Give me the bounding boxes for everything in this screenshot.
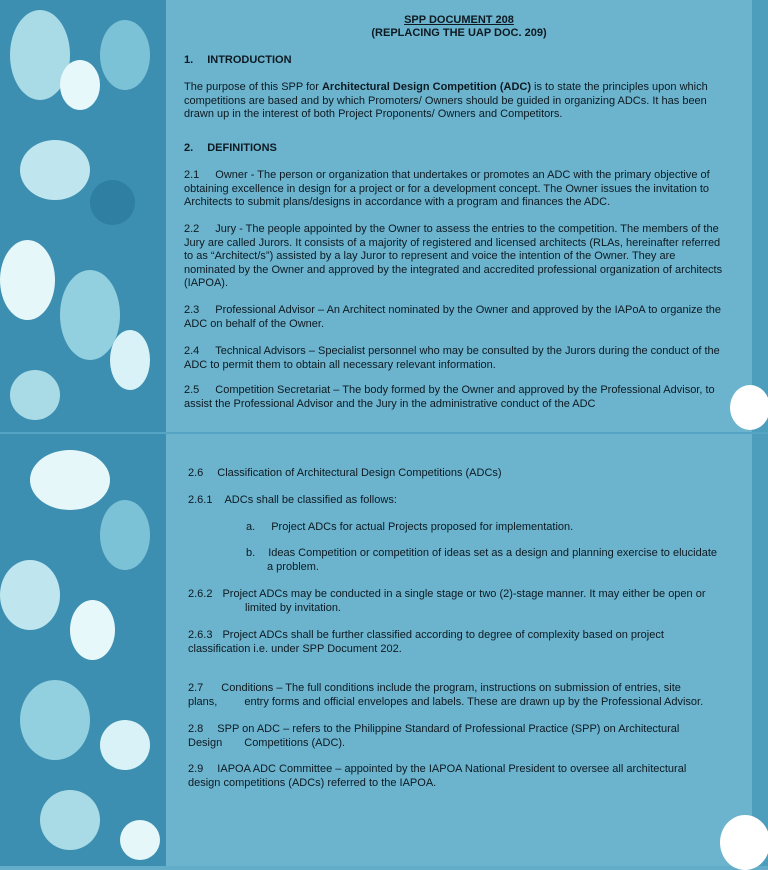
document-title: SPP DOCUMENT 208 (404, 14, 514, 26)
definition-text: Competition Secretariat – The body formed by the Owner and approved by the Professional Advisor, to assist the Professional Advisor and the Jury in the administrative conduct of the ADC (184, 384, 715, 410)
list-item-b (246, 547, 717, 574)
decorative-splash (730, 385, 768, 430)
clause-2-6-1 (188, 494, 397, 508)
intro-text: The purpose of this SPP for (184, 81, 322, 93)
document-subtitle: (REPLACING THE UAP DOC. 209) (371, 27, 547, 39)
section-title: DEFINITIONS (207, 142, 277, 154)
definition-number: 2.2 (184, 223, 200, 235)
clause-text: Project ADCs shall be further classified according to degree of complexity based on project (222, 629, 664, 641)
clause-text: Project ADCs may be conducted in a single stage or two (2)-stage manner. It may either be open or (222, 588, 706, 600)
clause-text: SPP on ADC – refers to the Philippine Standard of Professional Practice (SPP) on Architectural (217, 723, 680, 735)
definition-text: Professional Advisor – An Architect nominated by the Owner and approved by the IAPoA to organize the ADC on behalf of the Owner. (184, 304, 721, 330)
clause-text-cont: limited by invitation. (245, 601, 341, 614)
clause-text-cont: Competitions (ADC). (244, 736, 346, 749)
clause-text: ADCs shall be classified as follows: (224, 494, 397, 506)
clause-2-9 (188, 763, 686, 790)
definition-number: 2.5 (184, 384, 200, 396)
list-marker: b. (246, 547, 256, 559)
clause-text-cont: plans, (188, 695, 218, 708)
intro-text-cont: is to state the principles upon which competitions are based and by which Promoters/ Owners should be guided in organizing ADCs. It has been drawn up in the interest of both Project Proponents/ Owners and Competitors. (184, 81, 708, 120)
definition-number: 2.3 (184, 304, 200, 316)
definition-professional-advisor (184, 304, 729, 331)
clause-text-cont: entry forms and official envelopes and labels. These are drawn up by the Professional Advisor. (244, 695, 704, 708)
definition-technical-advisors (184, 345, 729, 372)
page-break-divider (0, 432, 768, 434)
list-item-text-cont: a problem. (267, 560, 319, 573)
definition-number: 2.4 (184, 345, 200, 357)
list-marker: a. (246, 521, 256, 533)
list-item-text: Project ADCs for actual Projects proposed for implementation. (271, 521, 574, 533)
clause-text: Conditions – The full conditions include the program, instructions on submission of entries, site (221, 682, 681, 694)
list-item-text: Ideas Competition or competition of ideas set as a design and planning exercise to elucidate (268, 547, 718, 559)
decorative-splash (720, 815, 768, 870)
intro-paragraph (184, 81, 729, 122)
clause-2-8 (188, 723, 679, 750)
definition-competition-secretariat (184, 384, 729, 411)
clause-number: 2.6.2 (188, 588, 213, 600)
definition-owner (184, 169, 729, 210)
definition-text: Technical Advisors – Specialist personnel who may be consulted by the Jurors during the conduct of the ADC to permit them to obtain all necessary relevant information. (184, 345, 720, 371)
intro-bold-term: Architectural Design Competition (ADC) (321, 81, 531, 93)
section-number: 2. (184, 142, 194, 154)
clause-number: 2.9 (188, 763, 204, 775)
clause-text: IAPOA ADC Committee – appointed by the IAPOA National President to oversee all architectural (217, 763, 687, 775)
clause-2-6 (188, 467, 502, 481)
section-heading-definitions (184, 142, 277, 156)
clause-number: 2.6 (188, 467, 204, 479)
definition-jury (184, 223, 729, 291)
clause-text: Classification of Architectural Design Competitions (ADCs) (217, 467, 502, 479)
clause-2-6-2 (188, 588, 706, 615)
clause-number: 2.6.3 (188, 629, 213, 641)
definition-text: Owner - The person or organization that undertakes or promotes an ADC with the primary objective of obtaining excellence in design for a project or for a development concept. The Owner issues the invitation to Architects to submit plans/designs in accordance with a program and finances the ADC. (184, 169, 710, 208)
clause-text-cont: design competitions (ADCs) referred to the IAPOA. (188, 776, 437, 789)
list-item-a (246, 521, 573, 535)
clause-number: 2.8 (188, 723, 204, 735)
clause-text-cont: Design (188, 736, 223, 749)
clause-2-7 (188, 682, 703, 709)
clause-number: 2.6.1 (188, 494, 213, 506)
section-heading-introduction (184, 54, 292, 68)
definition-text: Jury - The people appointed by the Owner to assess the entries to the competition. The members of the Jury are called Jurors. It consists of a majority of registered and licensed architects (RLAs, hereinafter referred to as “Architect/s”) assisted by a lay Juror to represent and voice the intention of the Owner. They are nominated by the Owner and approved by the integrated and accredited professional organization of architects (IAPOA). (184, 223, 723, 289)
clause-number: 2.7 (188, 682, 204, 694)
section-title: INTRODUCTION (207, 54, 292, 66)
definition-number: 2.1 (184, 169, 200, 181)
clause-2-6-3 (188, 629, 664, 656)
clause-text-cont: classification i.e. under SPP Document 202. (188, 642, 402, 655)
section-number: 1. (184, 54, 194, 66)
